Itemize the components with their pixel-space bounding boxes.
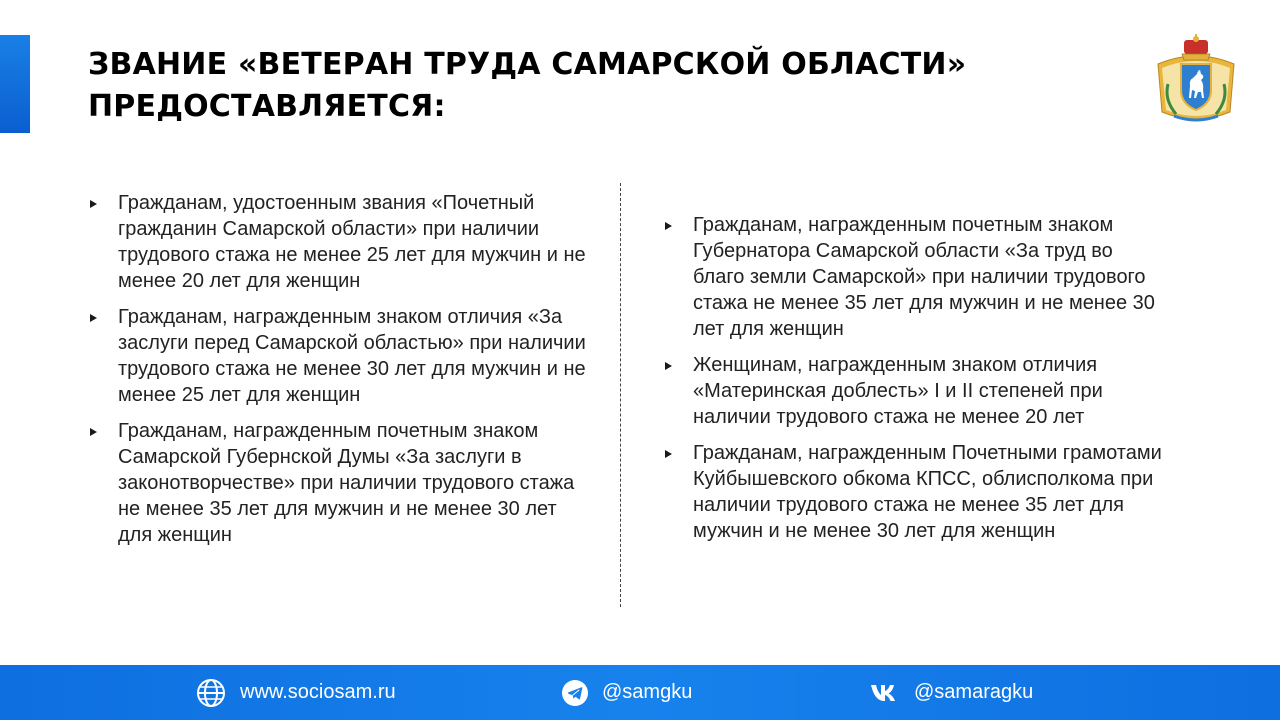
triangle-bullet-icon	[665, 222, 672, 230]
left-criteria-list	[90, 190, 590, 558]
footer-telegram-link[interactable]	[562, 665, 692, 720]
footer-vk-label: @samaragku	[914, 681, 1034, 703]
samara-coat-of-arms-icon	[1154, 34, 1238, 126]
footer-website-link[interactable]	[196, 665, 396, 720]
page-title	[88, 44, 1088, 128]
list-item	[90, 304, 590, 408]
list-item-text: Гражданам, награжденным почетным знаком Губернатора Самарской области «За труд во благо земли Самарской» при наличии трудового стажа не менее 35 лет для мужчин и не менее 30 лет для женщин	[693, 214, 1155, 340]
footer-telegram-label: @samgku	[602, 681, 693, 703]
footer-bar	[0, 665, 1280, 720]
footer-vk-link[interactable]	[870, 665, 1033, 720]
triangle-bullet-icon	[90, 428, 97, 436]
list-item	[665, 352, 1165, 430]
list-item	[665, 440, 1165, 544]
triangle-bullet-icon	[665, 450, 672, 458]
accent-bar	[0, 35, 30, 133]
list-item-text: Гражданам, удостоенным звания «Почетный гражданин Самарской области» при наличии трудового стажа не менее 25 лет для мужчин и не менее 20 лет для женщин	[118, 192, 586, 292]
list-item	[665, 212, 1165, 342]
page-title-line-2: ПРЕДОСТАВЛЯЕТСЯ:	[88, 89, 446, 124]
list-item-text: Гражданам, награжденным Почетными грамотами Куйбышевского обкома КПСС, облисполкома при наличии трудового стажа не менее 35 лет для мужчин и не менее 30 лет для женщин	[693, 442, 1162, 542]
triangle-bullet-icon	[90, 314, 97, 322]
triangle-bullet-icon	[665, 362, 672, 370]
triangle-bullet-icon	[90, 200, 97, 208]
list-item-text: Гражданам, награжденным знаком отличия «За заслуги перед Самарской областью» при наличии трудового стажа не менее 30 лет для мужчин и не менее 25 лет для женщин	[118, 306, 586, 406]
column-divider	[620, 183, 621, 607]
telegram-icon	[562, 680, 588, 706]
list-item	[90, 190, 590, 294]
page-title-line-1: ЗВАНИЕ «ВЕТЕРАН ТРУДА САМАРСКОЙ ОБЛАСТИ»	[88, 47, 967, 82]
list-item-text: Женщинам, награжденным знаком отличия «Материнская доблесть» I и II степеней при наличии трудового стажа не менее 20 лет	[693, 354, 1103, 428]
globe-icon	[196, 678, 226, 708]
list-item	[90, 418, 590, 548]
vk-icon	[870, 683, 900, 703]
list-item-text: Гражданам, награжденным почетным знаком Самарской Губернской Думы «За заслуги в законотворчестве» при наличии трудового стажа не менее 35 лет для мужчин и не менее 30 лет для женщин	[118, 420, 575, 546]
footer-website-label: www.sociosam.ru	[240, 681, 396, 703]
right-criteria-list	[665, 212, 1165, 554]
